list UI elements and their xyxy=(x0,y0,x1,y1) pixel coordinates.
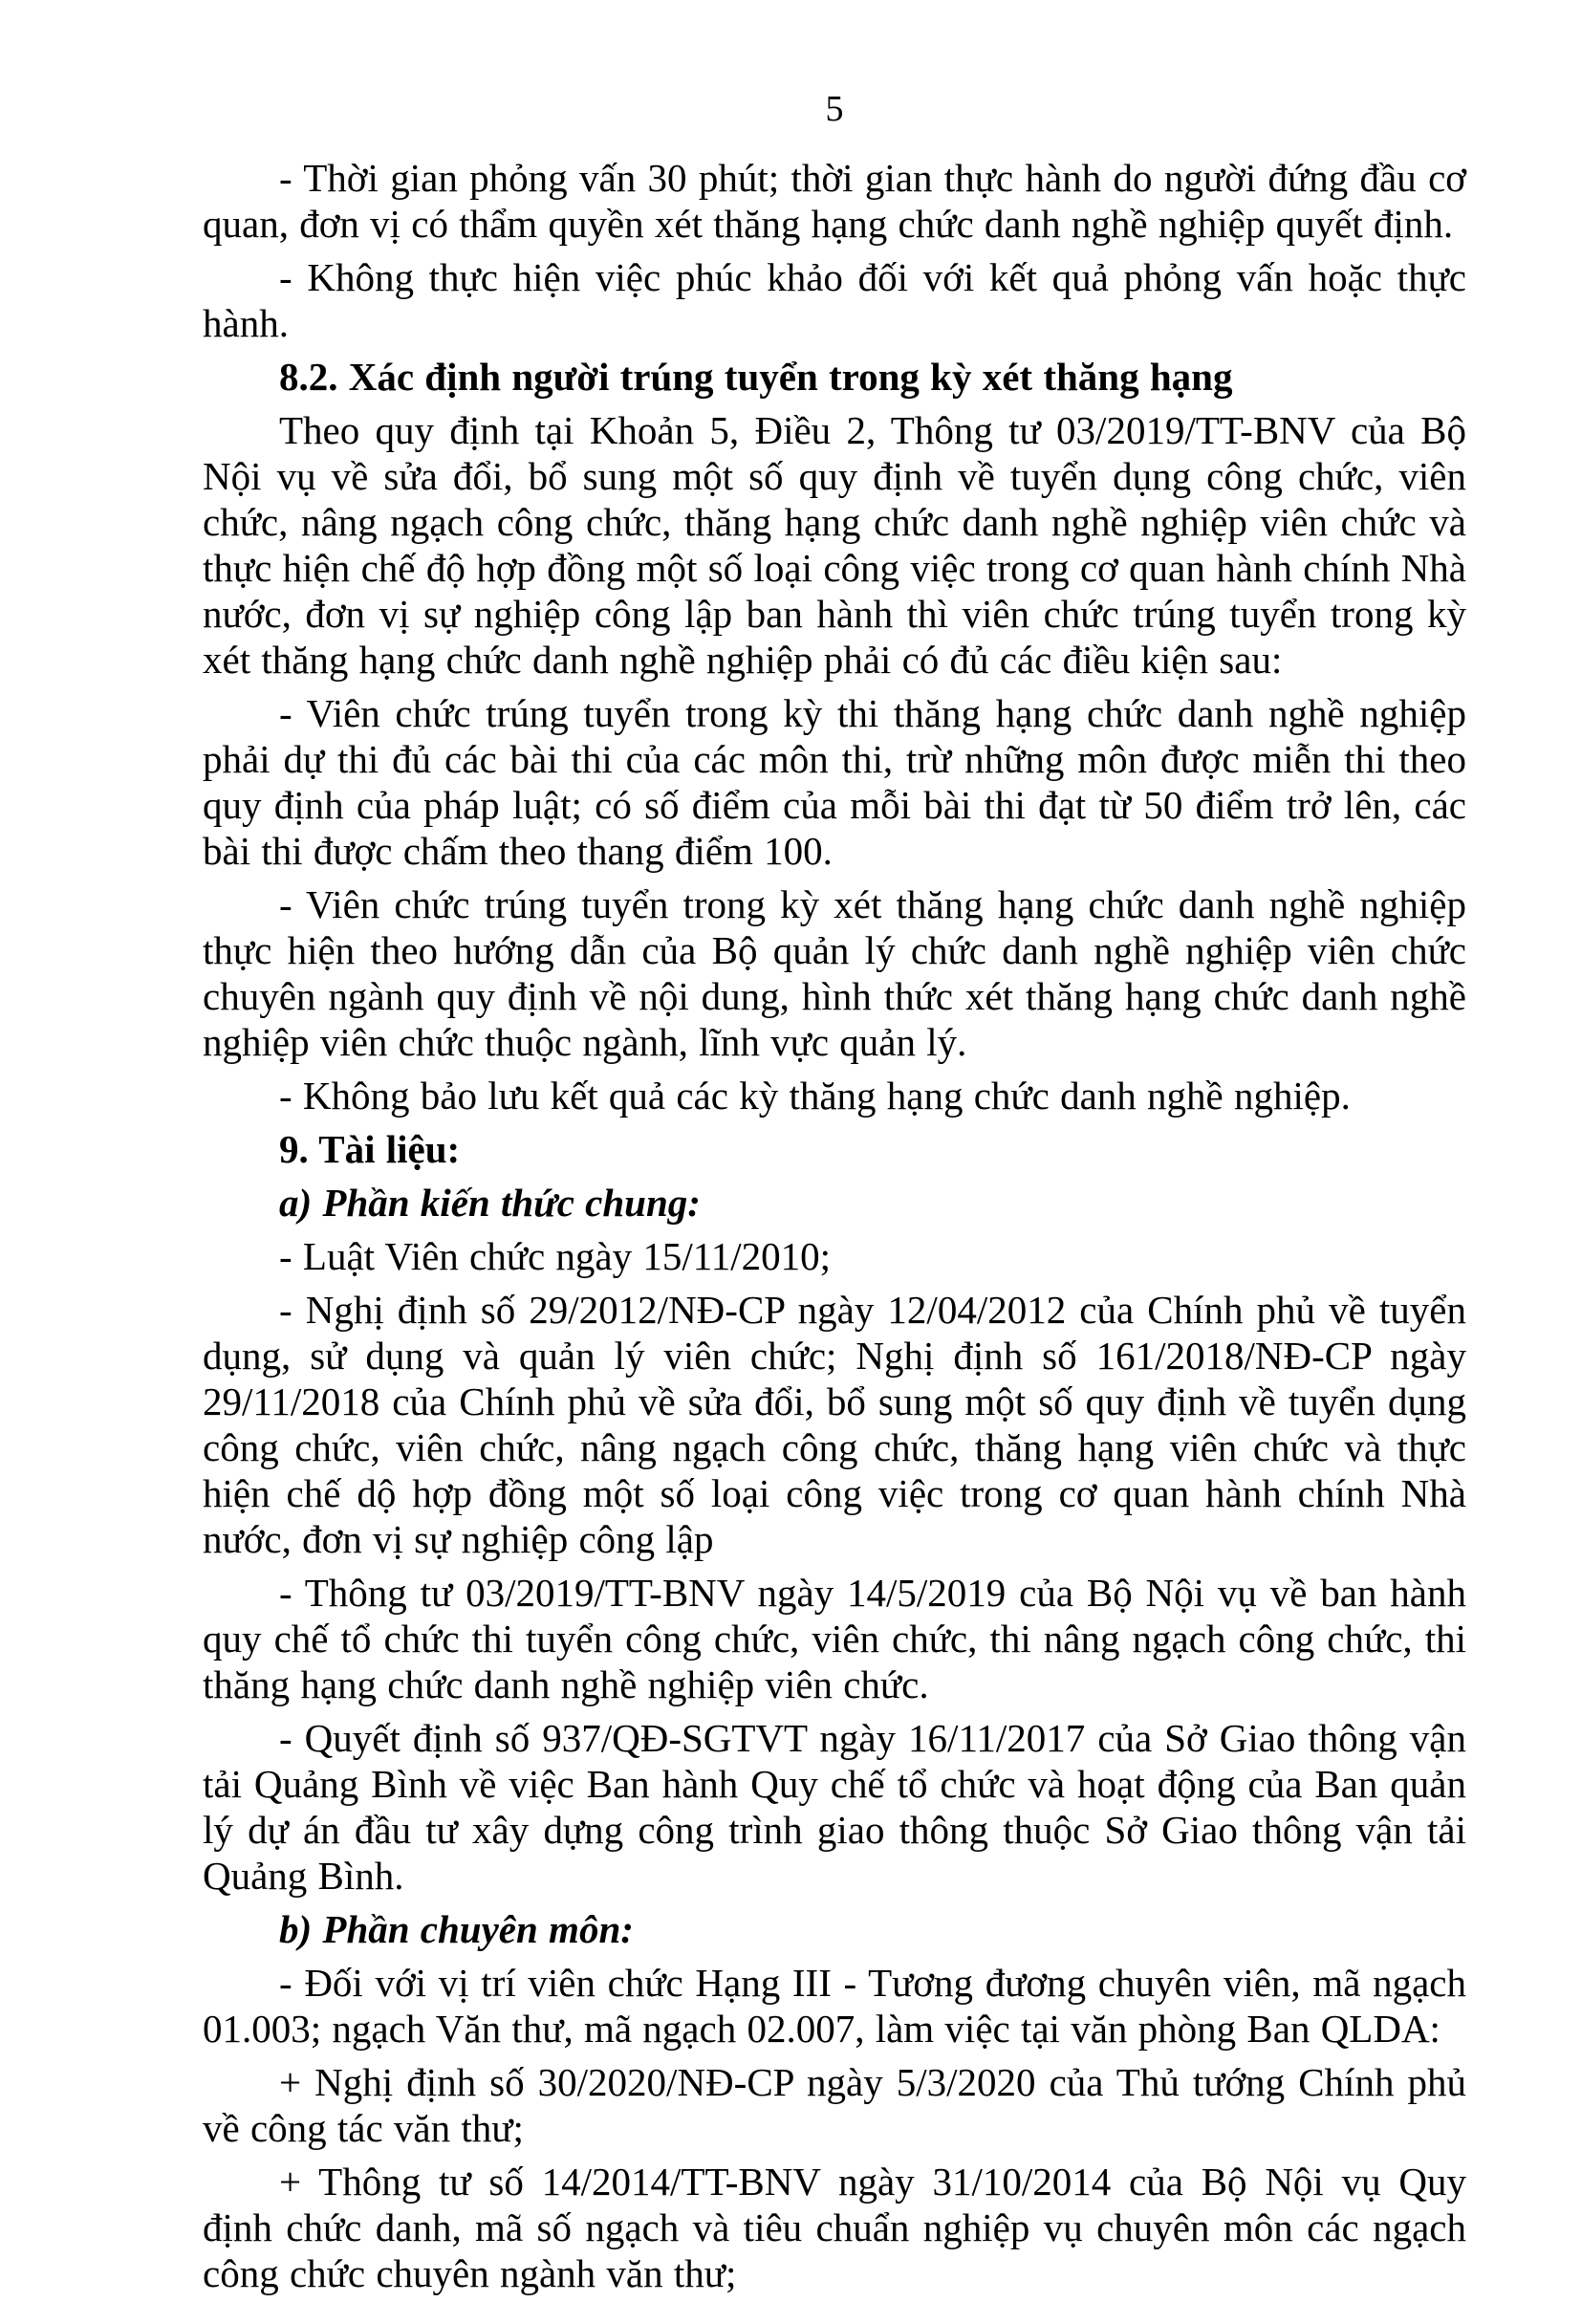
document-page xyxy=(0,88,1581,2324)
para-no-review: - Không thực hiện việc phúc khảo đối với kết quả phỏng vấn hoặc thực hành. xyxy=(203,255,1466,345)
para-nghi-dinh-29-2012: - Nghị định số 29/2012/NĐ-CP ngày 12/04/2012 của Chính phủ về tuyển dụng, sử dụng và quản lý viên chức; Nghị định số 161/2018/NĐ-CP ngày 29/11/2018 của Chính phủ về sửa đổi, bổ sung một số quy định về tuyển dụng công chức, viên chức, nâng ngạch công chức, thăng hạng viên chức và thực hiện chế dộ hợp đồng một số loại công việc trong cơ quan hành chính Nhà nước, đơn vị sự nghiệp công lập xyxy=(203,1288,1466,1561)
para-doi-voi-vi-tri: - Đối với vị trí viên chức Hạng III - Tương đương chuyên viên, mã ngạch 01.003; ngạch Văn thư, mã ngạch 02.007, làm việc tại văn phòng Ban QLDA: xyxy=(203,1961,1466,2051)
page-number: 5 xyxy=(825,89,844,129)
document-body xyxy=(203,155,1466,2296)
para-vien-chuc-thi: - Viên chức trúng tuyển trong kỳ thi thăng hạng chức danh nghề nghiệp phải dự thi đủ các bài thi của các môn thi, trừ những môn được miễn thi theo quy định của pháp luật; có số điểm của mỗi bài thi đạt từ 50 điểm trở lên, các bài thi được chấm theo thang điểm 100. xyxy=(203,691,1466,873)
para-thong-tu-14-2014: + Thông tư số 14/2014/TT-BNV ngày 31/10/2014 của Bộ Nội vụ Quy định chức danh, mã số ngạch và tiêu chuẩn nghiệp vụ chuyên môn các ngạch công chức chuyên ngành văn thư; xyxy=(203,2160,1466,2295)
heading-a-kien-thuc-chung: a) Phần kiến thức chung: xyxy=(279,1181,701,1225)
para-nghi-dinh-30-2020: + Nghị định số 30/2020/NĐ-CP ngày 5/3/2020 của Thủ tướng Chính phủ về công tác văn thư; xyxy=(203,2060,1466,2150)
para-interview-duration: - Thời gian phỏng vấn 30 phút; thời gian thực hành do người đứng đầu cơ quan, đơn vị có thẩm quyền xét thăng hạng chức danh nghề nghiệp quyết định. xyxy=(203,156,1466,246)
para-khong-bao-luu: - Không bảo lưu kết quả các kỳ thăng hạng chức danh nghề nghiệp. xyxy=(279,1074,1351,1118)
heading-9-tai-lieu: 9. Tài liệu: xyxy=(279,1127,461,1171)
heading-8-2: 8.2. Xác định người trúng tuyển trong kỳ xét thăng hạng xyxy=(279,355,1233,399)
para-thong-tu-03-2019: - Thông tư 03/2019/TT-BNV ngày 14/5/2019 của Bộ Nội vụ về ban hành quy chế tổ chức thi tuyển công chức, viên chức, thi nâng ngạch công chức, thi thăng hạng chức danh nghề nghiệp viên chức. xyxy=(203,1571,1466,1706)
para-luat-vien-chuc: - Luật Viên chức ngày 15/11/2010; xyxy=(279,1234,831,1278)
para-vien-chuc-xet: - Viên chức trúng tuyển trong kỳ xét thăng hạng chức danh nghề nghiệp thực hiện theo hướng dẫn của Bộ quản lý chức danh nghề nghiệp viên chức chuyên ngành quy định về nội dung, hình thức xét thăng hạng chức danh nghề nghiệp viên chức thuộc ngành, lĩnh vực quản lý. xyxy=(203,882,1466,1064)
para-quyet-dinh-937: - Quyết định số 937/QĐ-SGTVT ngày 16/11/2017 của Sở Giao thông vận tải Quảng Bình về việc Ban hành Quy chế tổ chức và hoạt động của Ban quản lý dự án đầu tư xây dựng công trình giao thông thuộc Sở Giao thông vận tải Quảng Bình. xyxy=(203,1716,1466,1898)
heading-b-chuyen-mon: b) Phần chuyên môn: xyxy=(279,1907,634,1951)
para-theo-quy-dinh: Theo quy định tại Khoản 5, Điều 2, Thông tư 03/2019/TT-BNV của Bộ Nội vụ về sửa đổi, bổ sung một số quy định về tuyển dụng công chức, viên chức, nâng ngạch công chức, thăng hạng chức danh nghề nghiệp viên chức và thực hiện chế độ hợp đồng một số loại công việc trong cơ quan hành chính Nhà nước, đơn vị sự nghiệp công lập ban hành thì viên chức trúng tuyển trong kỳ xét thăng hạng chức danh nghề nghiệp phải có đủ các điều kiện sau: xyxy=(203,408,1466,682)
